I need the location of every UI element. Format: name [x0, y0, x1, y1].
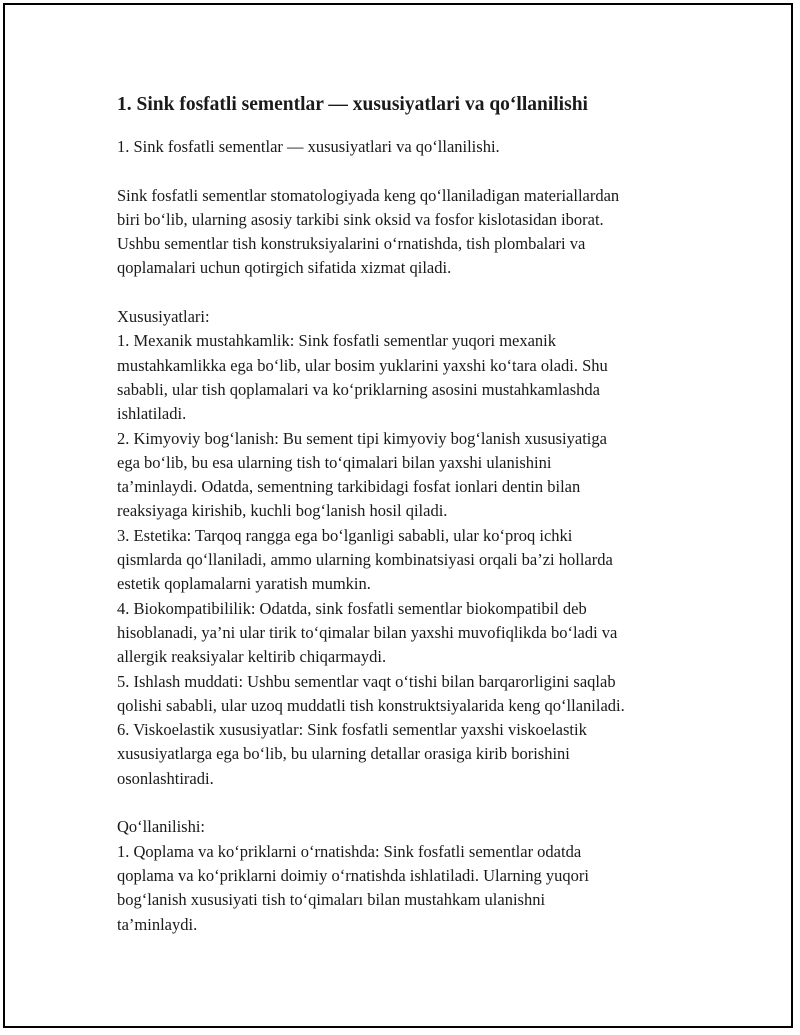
property-line: estetik qoplamalarni yaratish mumkin.: [117, 574, 371, 594]
property-line: xususiyatlarga ega bo‘lib, bu ularning detallar orasiga kirib borishini: [117, 744, 570, 764]
property-line: reaksiyaga kirishib, kuchli bog‘lanish hosil qiladi.: [117, 501, 448, 521]
property-line: ta’minlaydi. Odatda, sementning tarkibidagi fosfat ionlari dentin bilan: [117, 477, 581, 497]
property-line: 3. Estetika: Tarqoq rangga ega bo‘lganligi sababli, ular ko‘proq ichki: [117, 525, 573, 545]
application-line: bog‘lanish xususiyati tish to‘qimaları bilan mustahkam ulanishni: [117, 890, 546, 910]
property-line: sababli, ular tish qoplamalari va ko‘priklarning asosini mustahkamlashda: [117, 379, 600, 399]
property-line: osonlashtiradi.: [117, 768, 214, 788]
property-line: 4. Biokompatibililik: Odatda, sink fosfatli sementlar biokompatibil deb: [117, 598, 587, 618]
property-line: qismlarda qo‘llaniladi, ammo ularning kombinatsiyasi orqali ba’zi hollarda: [117, 550, 613, 570]
application-line: 1. Qoplama va ko‘priklarni o‘rnatishda: Sink fosfatli sementlar odatda: [117, 841, 582, 861]
intro-line: qoplamalari uchun qotirgich sifatida xizmat qiladi.: [117, 258, 452, 278]
property-line: ega bo‘lib, bu esa ularning tish to‘qimalari bilan yaxshi ulanishini: [117, 452, 552, 472]
property-line: ishlatiladi.: [117, 404, 187, 424]
blank-line: [117, 791, 717, 815]
document-body: [117, 90, 717, 937]
blank-line: [117, 281, 717, 305]
property-line: qolishi sababli, ular uzoq muddatli tish konstruktsiyalarida keng qo‘llaniladi.: [117, 695, 625, 715]
section-heading-applications: Qo‘llanilishi:: [117, 817, 205, 837]
application-line: ta’minlaydi.: [117, 914, 198, 934]
application-line: qoplama va ko‘priklarni doimiy o‘rnatishda ishlatiladi. Ularning yuqori: [117, 865, 589, 885]
property-line: 5. Ishlash muddati: Ushbu sementlar vaqt o‘tishi bilan barqarorligini saqlab: [117, 671, 616, 691]
property-line: 2. Kimyoviy bog‘lanish: Bu sement tipi kimyoviy bog‘lanish xususiyatiga: [117, 428, 607, 448]
intro-line: Sink fosfatli sementlar stomatologiyada keng qo‘llaniladigan materiallardan: [117, 185, 620, 205]
blank-line: [117, 159, 717, 183]
intro-line: Ushbu sementlar tish konstruksiyalarini o‘rnatishda, tish plombalari va: [117, 234, 586, 254]
property-line: hisoblanadi, ya’ni ular tirik to‘qimalar bilan yaxshi muvofiqlikda bo‘ladi va: [117, 622, 618, 642]
section-heading-properties: Xususiyatlari:: [117, 307, 210, 327]
property-line: 1. Mexanik mustahkamlik: Sink fosfatli sementlar yuqori mexanik: [117, 331, 557, 351]
subtitle-line: 1. Sink fosfatli sementlar — xususiyatlari va qo‘llanilishi.: [117, 137, 500, 156]
property-line: allergik reaksiyalar keltirib chiqarmaydi.: [117, 647, 387, 667]
property-line: mustahkamlikka ega bo‘lib, ular bosim yuklarini yaxshi ko‘tara oladi. Shu: [117, 355, 608, 375]
property-line: 6. Viskoelastik xususiyatlar: Sink fosfatli sementlar yaxshi viskoelastik: [117, 720, 587, 740]
intro-line: biri bo‘lib, ularning asosiy tarkibi sink oksid va fosfor kislotasidan iborat.: [117, 209, 604, 229]
document-title: 1. Sink fosfatli sementlar — xususiyatlari va qo‘llanilishi: [117, 94, 588, 115]
